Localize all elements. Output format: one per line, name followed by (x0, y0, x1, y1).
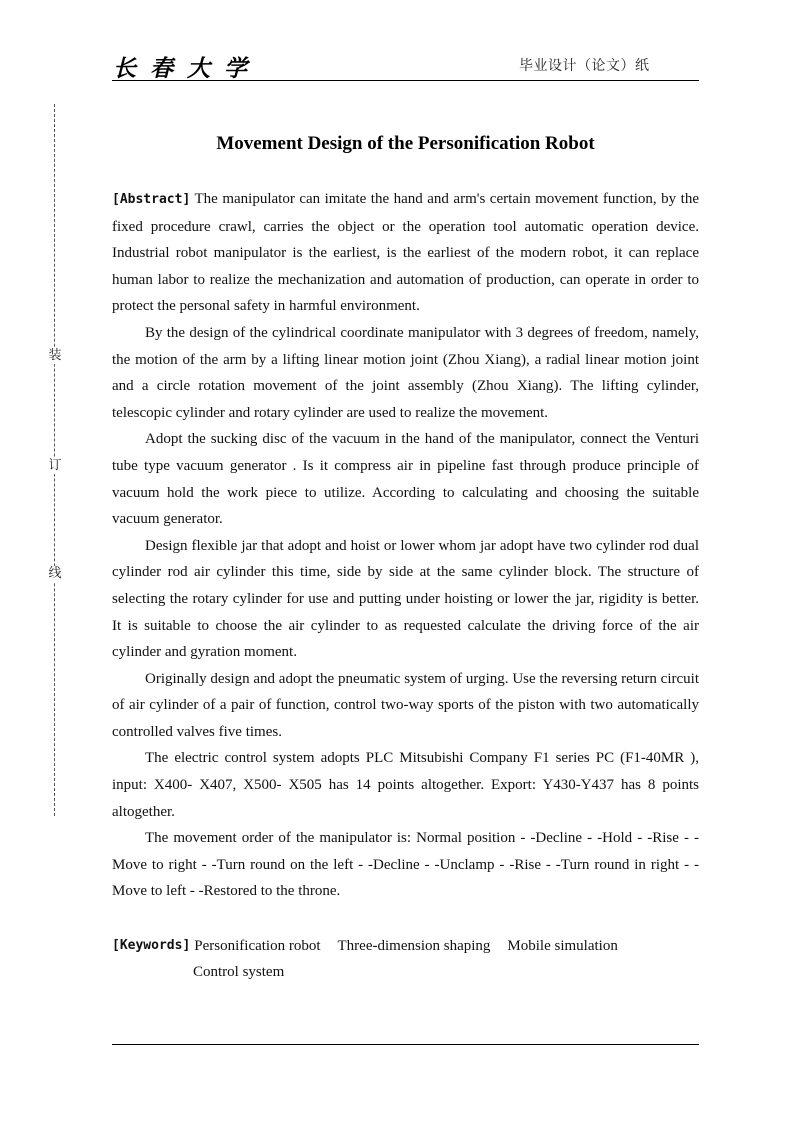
binding-char-zhuang: 装 (48, 348, 62, 363)
keywords-section (112, 933, 699, 985)
keyword-item: Three-dimension shaping (337, 938, 491, 954)
abstract-paragraph: The movement order of the manipulator is: Normal position - -Decline - -Hold - -Rise - -Move to right - -Turn round on the left - -Decline - -Unclamp - -Rise - -Turn round in right - -Move to left - -Restored to the throne. (112, 830, 699, 900)
abstract-label: [Abstract] (112, 192, 191, 207)
abstract-section (112, 186, 699, 905)
abstract-paragraph: The electric control system adopts PLC Mitsubishi Company F1 series PC (F1-40MR ), input: X400- X407, X500- X505 has 14 points altogether. Export: Y430-Y437 has 8 points altogether. (112, 750, 699, 820)
footer-divider (112, 1044, 699, 1045)
abstract-paragraph-text: The manipulator can imitate the hand and arm's certain movement function, by the fixed procedure crawl, carries the object or the operation tool automatic operation device. Industrial robot manipulator is the earliest, is the earliest of the modern robot, it can replace human labor to realize the mechanization and automation of production, can operate in order to protect the personal safety in harmful environment. (112, 191, 699, 315)
header-document-type: 毕业设计（论文）纸 (519, 58, 650, 74)
keyword-item: Control system (193, 964, 285, 980)
keyword-item: Mobile simulation (507, 938, 618, 954)
abstract-paragraph: Adopt the sucking disc of the vacuum in the hand of the manipulator, connect the Venturi tube type vacuum generator . Is it compress air in pipeline fast through produce principle of vacuum hold the work piece to utilize. According to calculating and choosing the suitable vacuum generator. (112, 431, 699, 528)
header-divider (112, 80, 699, 81)
keywords-label: [Keywords] (112, 938, 191, 953)
abstract-paragraph (112, 186, 699, 320)
abstract-paragraph: Originally design and adopt the pneumatic system of urging. Use the reversing return circuit of air cylinder of a pair of function, control two-way sports of the piston with two automatically controlled valves five times. (112, 670, 699, 740)
abstract-paragraph: Design flexible jar that adopt and hoist or lower whom jar adopt have two cylinder rod dual cylinder rod air cylinder this time, side by side at the same cylinder block. The structure of selecting the rotary cylinder for use and putting under hoisting or lower the jar, rigidity is better. It is suitable to choose the air cylinder to as requested calculate the driving force of the air cylinder and gyration moment. (112, 537, 699, 661)
binding-char-xian: 线 (48, 566, 62, 581)
page-title: Movement Design of the Personification Robot (216, 133, 595, 154)
binding-char-ding: 订 (48, 458, 62, 473)
abstract-paragraph: By the design of the cylindrical coordinate manipulator with 3 degrees of freedom, namely, the motion of the arm by a lifting linear motion joint (Zhou Xiang), a radial linear motion joint and a circle rotation movement of the joint assembly (Zhou Xiang). The lifting cylinder, telescopic cylinder and rotary cylinder are used to realize the movement. (112, 324, 699, 421)
header-university-name: 长春大学 (113, 55, 261, 82)
keyword-item: Personification robot (194, 938, 321, 954)
